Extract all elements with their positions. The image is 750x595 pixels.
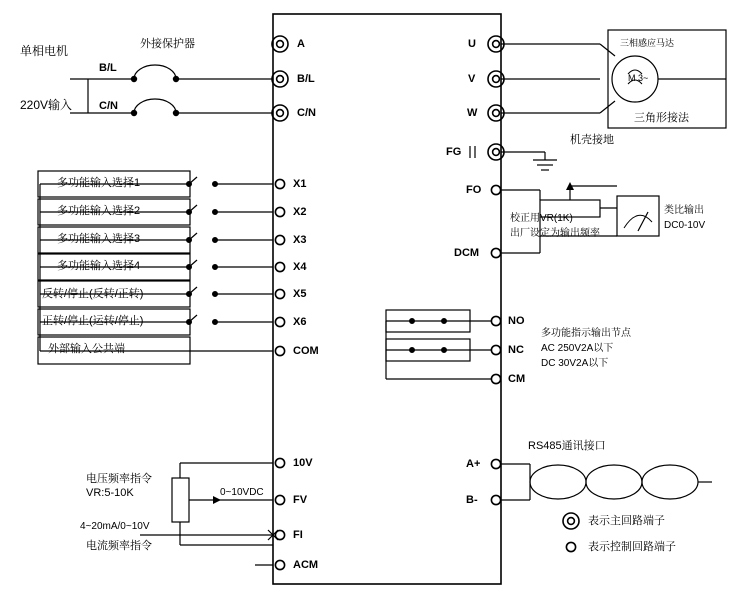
terminal-label-V: V [468,73,476,85]
label-wire-bl: B/L [99,62,117,74]
label-reverse-stop: 反转/停止(反转/正转) [42,288,144,300]
label-wire-cn: C/N [99,100,118,112]
terminal-label-10V: 10V [293,457,313,469]
label-single-phase-motor: 单相电机 [20,44,69,58]
label-vr-calibration: 校正用VR(1K) [510,213,573,224]
label-multi-func-input-4: 多功能输入选择4 [57,260,141,272]
label-0-10vdc: 0~10VDC [220,487,264,498]
label-dc-rating: DC 30V2A以下 [541,358,609,369]
terminal-label-B-minus: B- [466,494,478,506]
terminal-label-CN: C/N [297,107,316,119]
label-analog-output: 类比输出 [664,205,704,216]
label-voltage-freq-command: 电压频率指令 [86,473,152,485]
main-terminals [272,36,504,160]
terminal-label-X6: X6 [293,316,307,328]
terminal-label-CM: CM [508,373,526,385]
terminal-label-X5: X5 [293,288,307,300]
terminal-label-U: U [468,38,476,50]
terminal-label-BL: B/L [297,73,315,85]
label-ac-rating: AC 250V2A以下 [541,343,614,354]
terminal-label-X3: X3 [293,234,307,246]
label-analog-output-range: DC0-10V [664,220,706,231]
terminal-label-X1: X1 [293,178,307,190]
label-external-input-common: 外部输入公共端 [48,343,125,355]
label-current-freq-command: 电流频率指令 [86,540,152,552]
label-multi-func-input-3: 多功能输入选择3 [57,233,141,245]
legend-symbols [563,513,579,552]
label-forward-stop: 正转/停止(运转/停止) [42,315,144,327]
label-chassis-ground: 机壳接地 [570,134,614,146]
label-external-protector: 外接保护器 [140,38,195,50]
legend-control-circuit-text: 表示控制回路端子 [588,541,676,553]
terminal-label-DCM: DCM [454,247,480,259]
label-220v-input: 220V输入 [20,98,73,112]
terminal-label-A: A [297,38,305,50]
label-factory-setting: 出厂设定为输出频率 [510,228,600,239]
label-delta-connection: 三角形接法 [634,112,689,124]
terminal-label-X4: X4 [293,261,307,273]
terminal-label-FI: FI [293,529,303,541]
label-rs485-port: RS485通讯接口 [528,440,606,452]
control-terminals [275,179,500,569]
label-multi-func-input-1: 多功能输入选择1 [57,177,141,189]
terminal-label-FG: FG [446,146,462,158]
terminal-label-FV: FV [293,494,308,506]
terminal-label-X2: X2 [293,206,307,218]
terminal-label-NO: NO [508,315,525,327]
label-multi-func-relay-output: 多功能指示输出节点 [541,328,631,339]
label-4-20ma-range: 4~20mA/0~10V [80,521,150,532]
terminal-label-A-plus: A+ [466,458,481,470]
terminal-label-FO: FO [466,184,482,196]
label-three-phase-motor: 三相感应马达 [620,38,675,48]
terminal-label-W: W [467,107,478,119]
label-vr-spec: VR:5-10K [86,487,134,499]
terminal-label-NC: NC [508,344,524,356]
label-multi-func-input-2: 多功能输入选择2 [57,205,141,217]
terminal-label-COM: COM [293,345,319,357]
terminal-label-ACM: ACM [293,559,319,571]
legend-main-circuit-text: 表示主回路端子 [588,515,665,527]
motor-symbol-label: M 3~ [628,73,649,83]
